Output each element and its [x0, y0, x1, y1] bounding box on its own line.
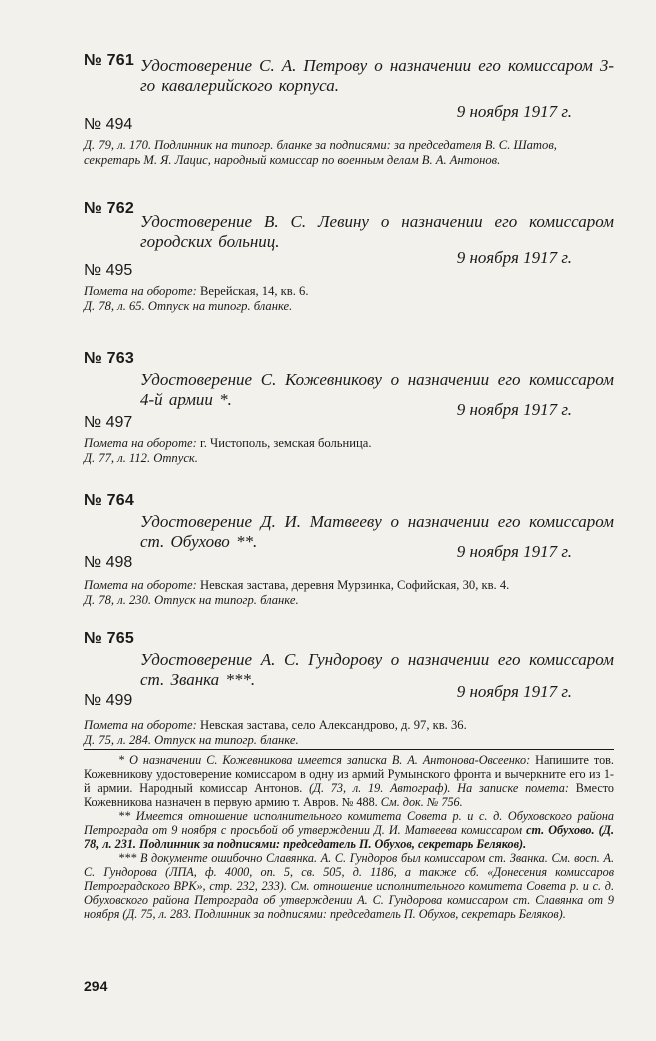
document-title: Удостоверение С. Кожевникову о назначении его комиссаром 4-й армии *. — [140, 370, 614, 409]
document-title: Удостоверение В. С. Левину о назначении его комиссаром городских больниц. — [140, 212, 614, 251]
document-number: № 763 — [84, 350, 134, 367]
archival-note — [84, 284, 614, 314]
register-number: № 495 — [84, 262, 133, 279]
page-number: 294 — [84, 978, 108, 994]
note-line: Помета на обороте: Невская застава, село Александрово, д. 97, кв. 36. — [84, 718, 467, 732]
register-number: № 497 — [84, 414, 133, 431]
document-date: 9 ноября 1917 г. — [456, 682, 572, 701]
document-date: 9 ноября 1917 г. — [456, 400, 572, 419]
document-date: 9 ноября 1917 г. — [456, 102, 572, 121]
note-line: Помета на обороте: Невская застава, деревня Мурзинка, Софийская, 30, кв. 4. — [84, 578, 510, 592]
note-line: Помета на обороте: г. Чистополь, земская больница. — [84, 436, 372, 450]
note-line: Д. 78, л. 230. Отпуск на типогр. бланке. — [84, 593, 299, 607]
document-number: № 762 — [84, 200, 134, 217]
archival-note — [84, 578, 614, 608]
note-line: Д. 79, л. 170. Подлинник на типогр. бланке за подписями: за председателя В. С. Шатов, секретарь М. Я. Лацис, народный комиссар по военным делам В. А. Антонов. — [84, 138, 557, 167]
note-line: Помета на обороте: Верейская, 14, кв. 6. — [84, 284, 309, 298]
register-number: № 498 — [84, 554, 133, 571]
note-line: Д. 77, л. 112. Отпуск. — [84, 451, 198, 465]
footnote-2: ** Имеется отношение исполнительного комитета Совета р. и с. д. Обуховского района Петрограда от 9 ноября с просьбой об утверждении Д. И. Матвеева комиссаром ст. Обухово. (Д. 78, л. 231. Подлинник за подписями: председатель П. Обухов, секретарь Беляков). — [84, 809, 614, 851]
note-line: Д. 75, л. 284. Отпуск на типогр. бланке. — [84, 733, 299, 747]
archival-note — [84, 436, 614, 466]
footnote-3: *** В документе ошибочно Славянка. А. С. Гундоров был комиссаром ст. Званка. См. восп. А. С. Гундорова (ЛПА, ф. 4000, оп. 5, св. 505, д. 1186, а также сб. «Донесения комиссаров Петроградского ВРК», стр. 232, 233). См. отношение исполнительного комитета Совета р. и с. д. Обуховского района Петрограда об утверждении А. С. Гундорова комиссаром ст. Славянка от 9 ноября (Д. 75, л. 283. Подлинник за подписями: председатель П. Обухов, секретарь Беляков). — [84, 851, 614, 921]
document-number: № 764 — [84, 492, 134, 509]
footnotes — [84, 749, 614, 921]
document-date: 9 ноября 1917 г. — [456, 542, 572, 561]
archival-note — [84, 718, 614, 748]
document-number: № 765 — [84, 630, 134, 647]
document-date: 9 ноября 1917 г. — [456, 248, 572, 267]
note-line: Д. 78, л. 65. Отпуск на типогр. бланке. — [84, 299, 293, 313]
register-number: № 499 — [84, 692, 133, 709]
archival-note — [84, 138, 614, 168]
document-title: Удостоверение Д. И. Матвееву о назначении его комиссаром ст. Обухово **. — [140, 512, 614, 551]
register-number: № 494 — [84, 116, 133, 133]
document-number: № 761 — [84, 52, 134, 69]
footnote-1: * О назначении С. Кожевникова имеется записка В. А. Антонова-Овсеенко: Напишите тов. Кожевникову удостоверение комиссаром в одну из армий Румынского фронта и вычеркните его из 1-й армии. Народный комиссар Антонов. (Д. 73, л. 19. Автограф). На записке помета: Вместо Кожевникова назначен в первую армию т. Авров. № 488. См. док. № 756. — [84, 753, 614, 809]
document-title: Удостоверение А. С. Гундорову о назначении его комиссаром ст. Званка ***. — [140, 650, 614, 689]
document-title: Удостоверение С. А. Петрову о назначении его комиссаром 3-го кавалерийского корпуса. — [140, 56, 614, 95]
